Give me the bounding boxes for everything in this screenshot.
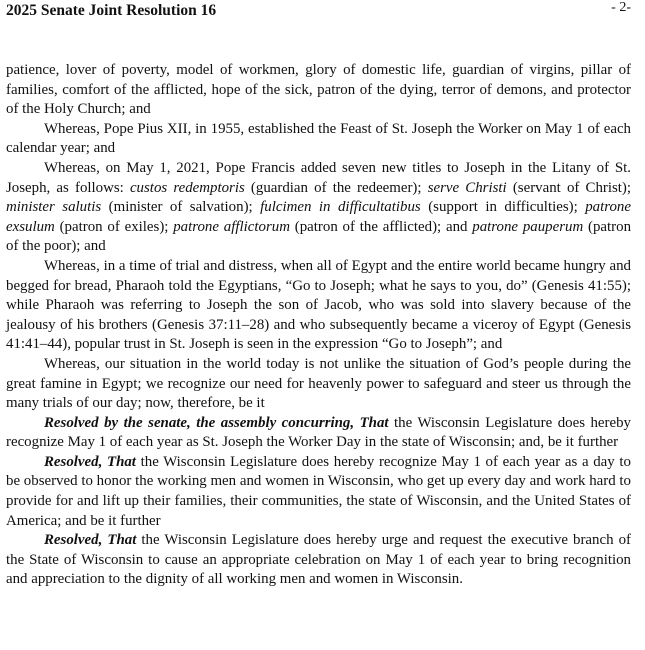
paragraph xyxy=(6,257,631,355)
page-header xyxy=(6,2,631,22)
latin-title: patrone pauperum xyxy=(472,218,584,235)
paragraph-text: Whereas, on May 1, 2021, Pope Francis added seven new titles to Joseph in the Litany of St. Joseph, as follows: xyxy=(6,159,631,196)
paragraph-text: (guardian of the redeemer); xyxy=(244,179,428,196)
latin-title: custos redemptoris xyxy=(129,179,245,196)
resolved-clause: Resolved, That xyxy=(44,453,136,470)
paragraph-text: (patron of the afflicted); and xyxy=(289,218,473,235)
paragraph-text: patience, lover of poverty, model of workmen, glory of domestic life, guardian of virgins, pillar of families, comfort of the afflicted, hope of the sick, patron of the dying, terror of demons, and protector of the Holy Church; and xyxy=(6,62,631,118)
latin-title: serve Christi xyxy=(427,179,507,196)
resolved-clause: Resolved, That xyxy=(44,532,137,549)
paragraph-text: (support in difficulties); xyxy=(420,199,586,216)
paragraph-text: Whereas, our situation in the world today is not unlike the situation of God’s people during the great famine in Egypt; we recognize our need for heavenly power to safeguard and steer us through the many trials of our day; now, therefore, be it xyxy=(6,355,631,412)
resolved-clause: Resolved by the senate, the assembly concurring, That xyxy=(44,414,389,431)
paragraph xyxy=(6,61,631,120)
latin-title: fulcimen in difficultatibus xyxy=(260,199,421,216)
document-title: 2025 Senate Joint Resolution 16 xyxy=(6,2,217,19)
paragraph-text: (minister of salvation); xyxy=(101,199,261,216)
paragraph xyxy=(6,159,631,257)
paragraph-text: the Wisconsin Legislature does hereby urge and request the executive branch of the State of Wisconsin to cause an appropriate celebration on May 1 of each year to bring recognition and appreciation to the dignity of all working men and women in Wisconsin. xyxy=(6,532,631,588)
paragraph-text: Whereas, Pope Pius XII, in 1955, established the Feast of St. Joseph the Worker on May 1 of each calendar year; and xyxy=(6,120,631,157)
paragraph xyxy=(6,120,631,159)
paragraph xyxy=(6,531,631,590)
paragraph xyxy=(6,453,631,531)
paragraph-text: (servant of Christ); xyxy=(506,179,632,196)
latin-title: patrone afflictorum xyxy=(173,218,290,235)
resolution-body xyxy=(6,61,631,590)
latin-title: patrone exsulum xyxy=(6,199,631,235)
paragraph xyxy=(6,355,631,414)
paragraph-text: the Wisconsin Legislature does hereby recognize May 1 of each year as a day to be observed to honor the working men and women in Wisconsin, who get up every day and work hard to provide for and lift up their families, their communities, the state of Wisconsin, and the United States of America; and be it further xyxy=(6,453,631,529)
paragraph-text: (patron of the poor); and xyxy=(6,218,632,255)
paragraph-text: (patron of exiles); xyxy=(54,218,174,235)
paragraph-text: Whereas, in a time of trial and distress, when all of Egypt and the entire world became hungry and begged for bread, Pharaoh told the Egyptians, “Go to Joseph; what he says to you, do” (Genesis 41:55); while Pharaoh was referring to Joseph the son of Jacob, who was sold into slavery because of the jealousy of his brothers (Genesis 37:11–28) and who subsequently became a viceroy of Egypt (Genesis 41:41–44), popular trust in St. Joseph is seen in the expression “Go to Joseph”; and xyxy=(6,257,631,353)
paragraph-text: the Wisconsin Legislature does hereby recognize May 1 of each year as St. Joseph the Worker Day in the state of Wisconsin; and, be it further xyxy=(6,414,631,451)
latin-title: minister salutis xyxy=(6,199,102,216)
page-number: - 2- xyxy=(611,0,631,15)
paragraph xyxy=(6,414,631,453)
